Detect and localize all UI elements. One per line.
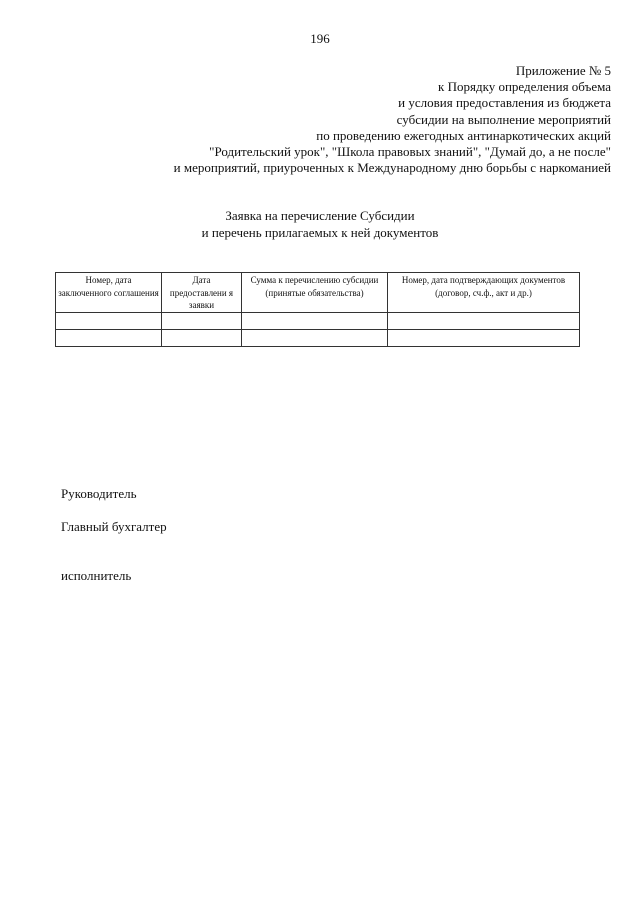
document-title — [0, 207, 640, 241]
table-cell — [162, 313, 242, 330]
table-cell — [388, 330, 580, 347]
signature-chief-accountant: Главный бухгалтер — [61, 519, 167, 534]
table-cell — [388, 313, 580, 330]
appendix-line: "Родительский урок", "Школа правовых знаний", "Думай до, а не после" — [209, 144, 611, 160]
appendix-header — [51, 63, 611, 176]
page-number: 196 — [310, 31, 330, 46]
appendix-line: к Порядку определения объема — [438, 79, 611, 95]
header-supporting-documents: Номер, дата подтверждающих документов (договор, сч.ф., акт и др.) — [388, 273, 580, 313]
table-row — [56, 330, 580, 347]
table-cell — [56, 313, 162, 330]
document-title-line: и перечень прилагаемых к ней документов — [201, 225, 439, 240]
appendix-line: субсидии на выполнение мероприятий — [396, 111, 611, 127]
header-request-date: Дата предоставлени я заявки — [162, 273, 242, 313]
appendix-line: по проведению ежегодных антинаркотических акций — [316, 127, 611, 143]
appendix-line: и мероприятий, приуроченных к Международному дню борьбы с наркоманией — [173, 160, 611, 176]
signature-executor: исполнитель — [61, 568, 132, 583]
appendix-line: и условия предоставления из бюджета — [398, 95, 611, 111]
header-agreement-number-date: Номер, дата заключенного соглашения — [56, 273, 162, 313]
appendix-line: Приложение № 5 — [515, 63, 611, 78]
header-subsidy-amount: Сумма к перечислению субсидии (принятые обязательства) — [242, 273, 388, 313]
document-title-line: Заявка на перечисление Субсидии — [225, 208, 415, 223]
request-table — [55, 272, 580, 347]
table-cell — [242, 330, 388, 347]
table-header-row — [56, 273, 580, 313]
table-cell — [162, 330, 242, 347]
table-cell — [56, 330, 162, 347]
table-row — [56, 313, 580, 330]
table-cell — [242, 313, 388, 330]
signature-head: Руководитель — [61, 486, 137, 501]
